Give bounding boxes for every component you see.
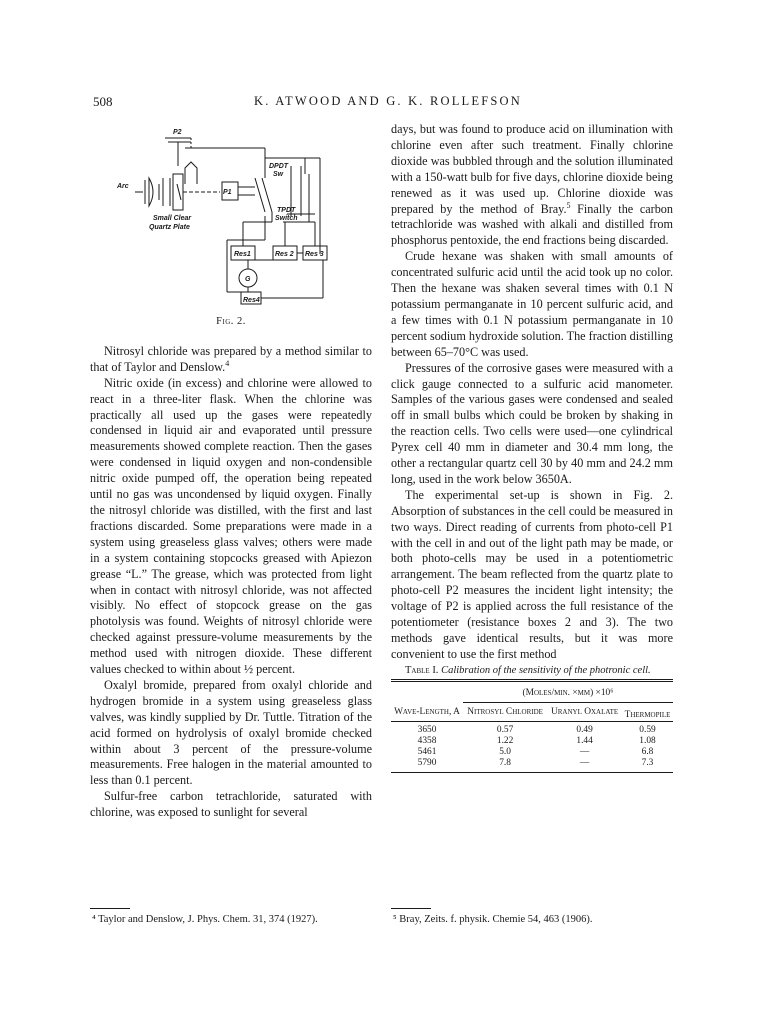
quartz-plate-label: Quartz Plate [149,224,190,231]
column-header: Nitrosyl Chloride [467,706,543,717]
tpdt-label: TPDT [277,207,296,214]
dpdt-label: DPDT [269,163,289,170]
paragraph: Crude hexane was shaken with small amounts of concentrated sulfuric acid until the acid took up no color. Then the hexane was shaken several times with 0.1 N potassium permanganate in 10 percent sulfuric acid, and a few times with 0.1 N potassium permanganate in 10 percent sodium hydroxide solution. The fraction distilling between 65–70°C was used. [391,249,673,359]
figure-2 [90,122,372,314]
paragraph: Nitric oxide (in excess) and chlorine were allowed to react in a three-liter flask. When the chlorine was practically all used up the gases were repeatedly condensed in liquid air and evaporated until pressure measurements showed complete reaction. Then the gases were condensed in liquid oxygen and non-condensible nitric oxide pumped off, the operation being repeated until no gas was uncondensed by liquid oxygen. Finally the nitrosyl chloride was distilled, with the first and last fractions discarded. Some preparations were made in a system using greaseless glass valves; others were made in a system containing stopcocks greased with Apiezon grease “L.” The grease, which was protected from light when in contact with nitrosyl chloride, was not affected visibly. No effect of stopcock grease on the gas photolysis was found. Weights of nitrosyl chloride were checked against pressure-volume measurements by the method used with nitrogen dioxide. These different values checked to within about ½ percent. [90,375,372,677]
left-column [90,122,372,821]
right-column [391,122,673,773]
footnote-rule [90,908,130,909]
footnote-5: ⁵ Bray, Zeits. f. physik. Chemie 54, 463 (1906). [393,914,593,925]
table-row: 3650 0.57 0.49 0.59 [417,724,656,735]
small-clear-label: Small Clear [153,215,192,222]
figure-caption: Fig. 2. [216,316,246,327]
table-row: 4358 1.22 1.44 1.08 [417,735,656,746]
column-header: Wave-Length, A [394,706,460,717]
running-head: K. ATWOOD AND G. K. ROLLEFSON [254,94,522,108]
paragraph: Nitrosyl chloride was prepared by a method similar to that of Taylor and Denslow.$^4$ [90,343,372,374]
paragraph: The experimental set-up is shown in Fig. 2. Absorption of substances in the cell could be measured in two ways. Direct reading of currents from photo-cell P1 with the cell in and out of the light path may be made, or both photo-cells may be used in a potentiometric arrangement. The beam reflected from the quartz plate to photo-cell P2 measures the incident light intensity; the voltage of P2 is applied across the full resistance of the potentiometer (resistance boxes 2 and 3). The two methods gave identical results, but it was more convenient to use the first method [391,487,673,661]
galvanometer-label: G [245,276,251,283]
column-header: Uranyl Oxalate [550,706,619,717]
res4-label: Res4 [243,297,260,304]
res1-label: Res1 [234,251,251,258]
res3-label: Res 3 [305,251,324,258]
table-header-row [391,707,673,722]
paragraph: Pressures of the corrosive gases were measured with a click gauge connected to a sulfuric acid manometer. Samples of the various gases were condensed and sealed off in small bulbs which could be broken by shaking in the reaction cells. Two cells were used—one cylindrical Pyrex cell 40 mm in diameter and 30.4 mm long, the other a rectangular quartz cell 30 by 40 mm and 24.2 mm long, used in the work below 3650A. [391,360,673,486]
p1-label: P1 [223,189,232,196]
arc-label: Arc [117,183,129,190]
p2-label: P2 [173,129,182,136]
footnote-rule [391,908,431,909]
page-header [93,94,683,112]
res2-label: Res 2 [275,251,294,258]
paragraph: days, but was found to produce acid on illumination with chlorine even after such treatment. Finally chlorine dioxide was bubbled through and the solution illuminated with a 150-watt bulb for five days, chlorine dioxide being renewed as it was used up. Chlorine dioxide was prepared by the method of Bray.$^5$ Finally the carbon tetrachloride was washed with alkali and distilled from phosphorus pentoxide, the end fractions being discarded. [391,122,673,248]
group-header: (Moles/min. ×mm) ×10⁶ [522,687,614,698]
footnote-4: ⁴ Taylor and Denslow, J. Phys. Chem. 31, 374 (1927). [92,914,318,925]
page-number: 508 [93,94,113,109]
circuit-diagram [115,122,345,308]
column-header: Thermopile [624,709,671,720]
table-caption: Table I. Calibration of the sensitivity of the photronic cell. [405,664,651,676]
switch-label: Switch [275,215,298,222]
paragraph: Sulfur-free carbon tetrachloride, saturated with chlorine, was exposed to sunlight for several [90,789,372,820]
calibration-table [391,679,673,773]
sw-label: Sw [273,171,284,178]
paragraph: Oxalyl bromide, prepared from oxalyl chloride and hydrogen bromide in a system using greaseless glass valves, was kindly supplied by Dr. Tuttle. Titration of the acid formed on hydrolysis of oxalyl bromide checked within about 3 percent of the pressure-volume measurements. Free halogen in the material amounted to less than 0.1 percent. [90,677,372,788]
table-row: 5790 7.8 — 7.3 [417,757,654,768]
table-row: 5461 5.0 — 6.8 [417,746,654,757]
